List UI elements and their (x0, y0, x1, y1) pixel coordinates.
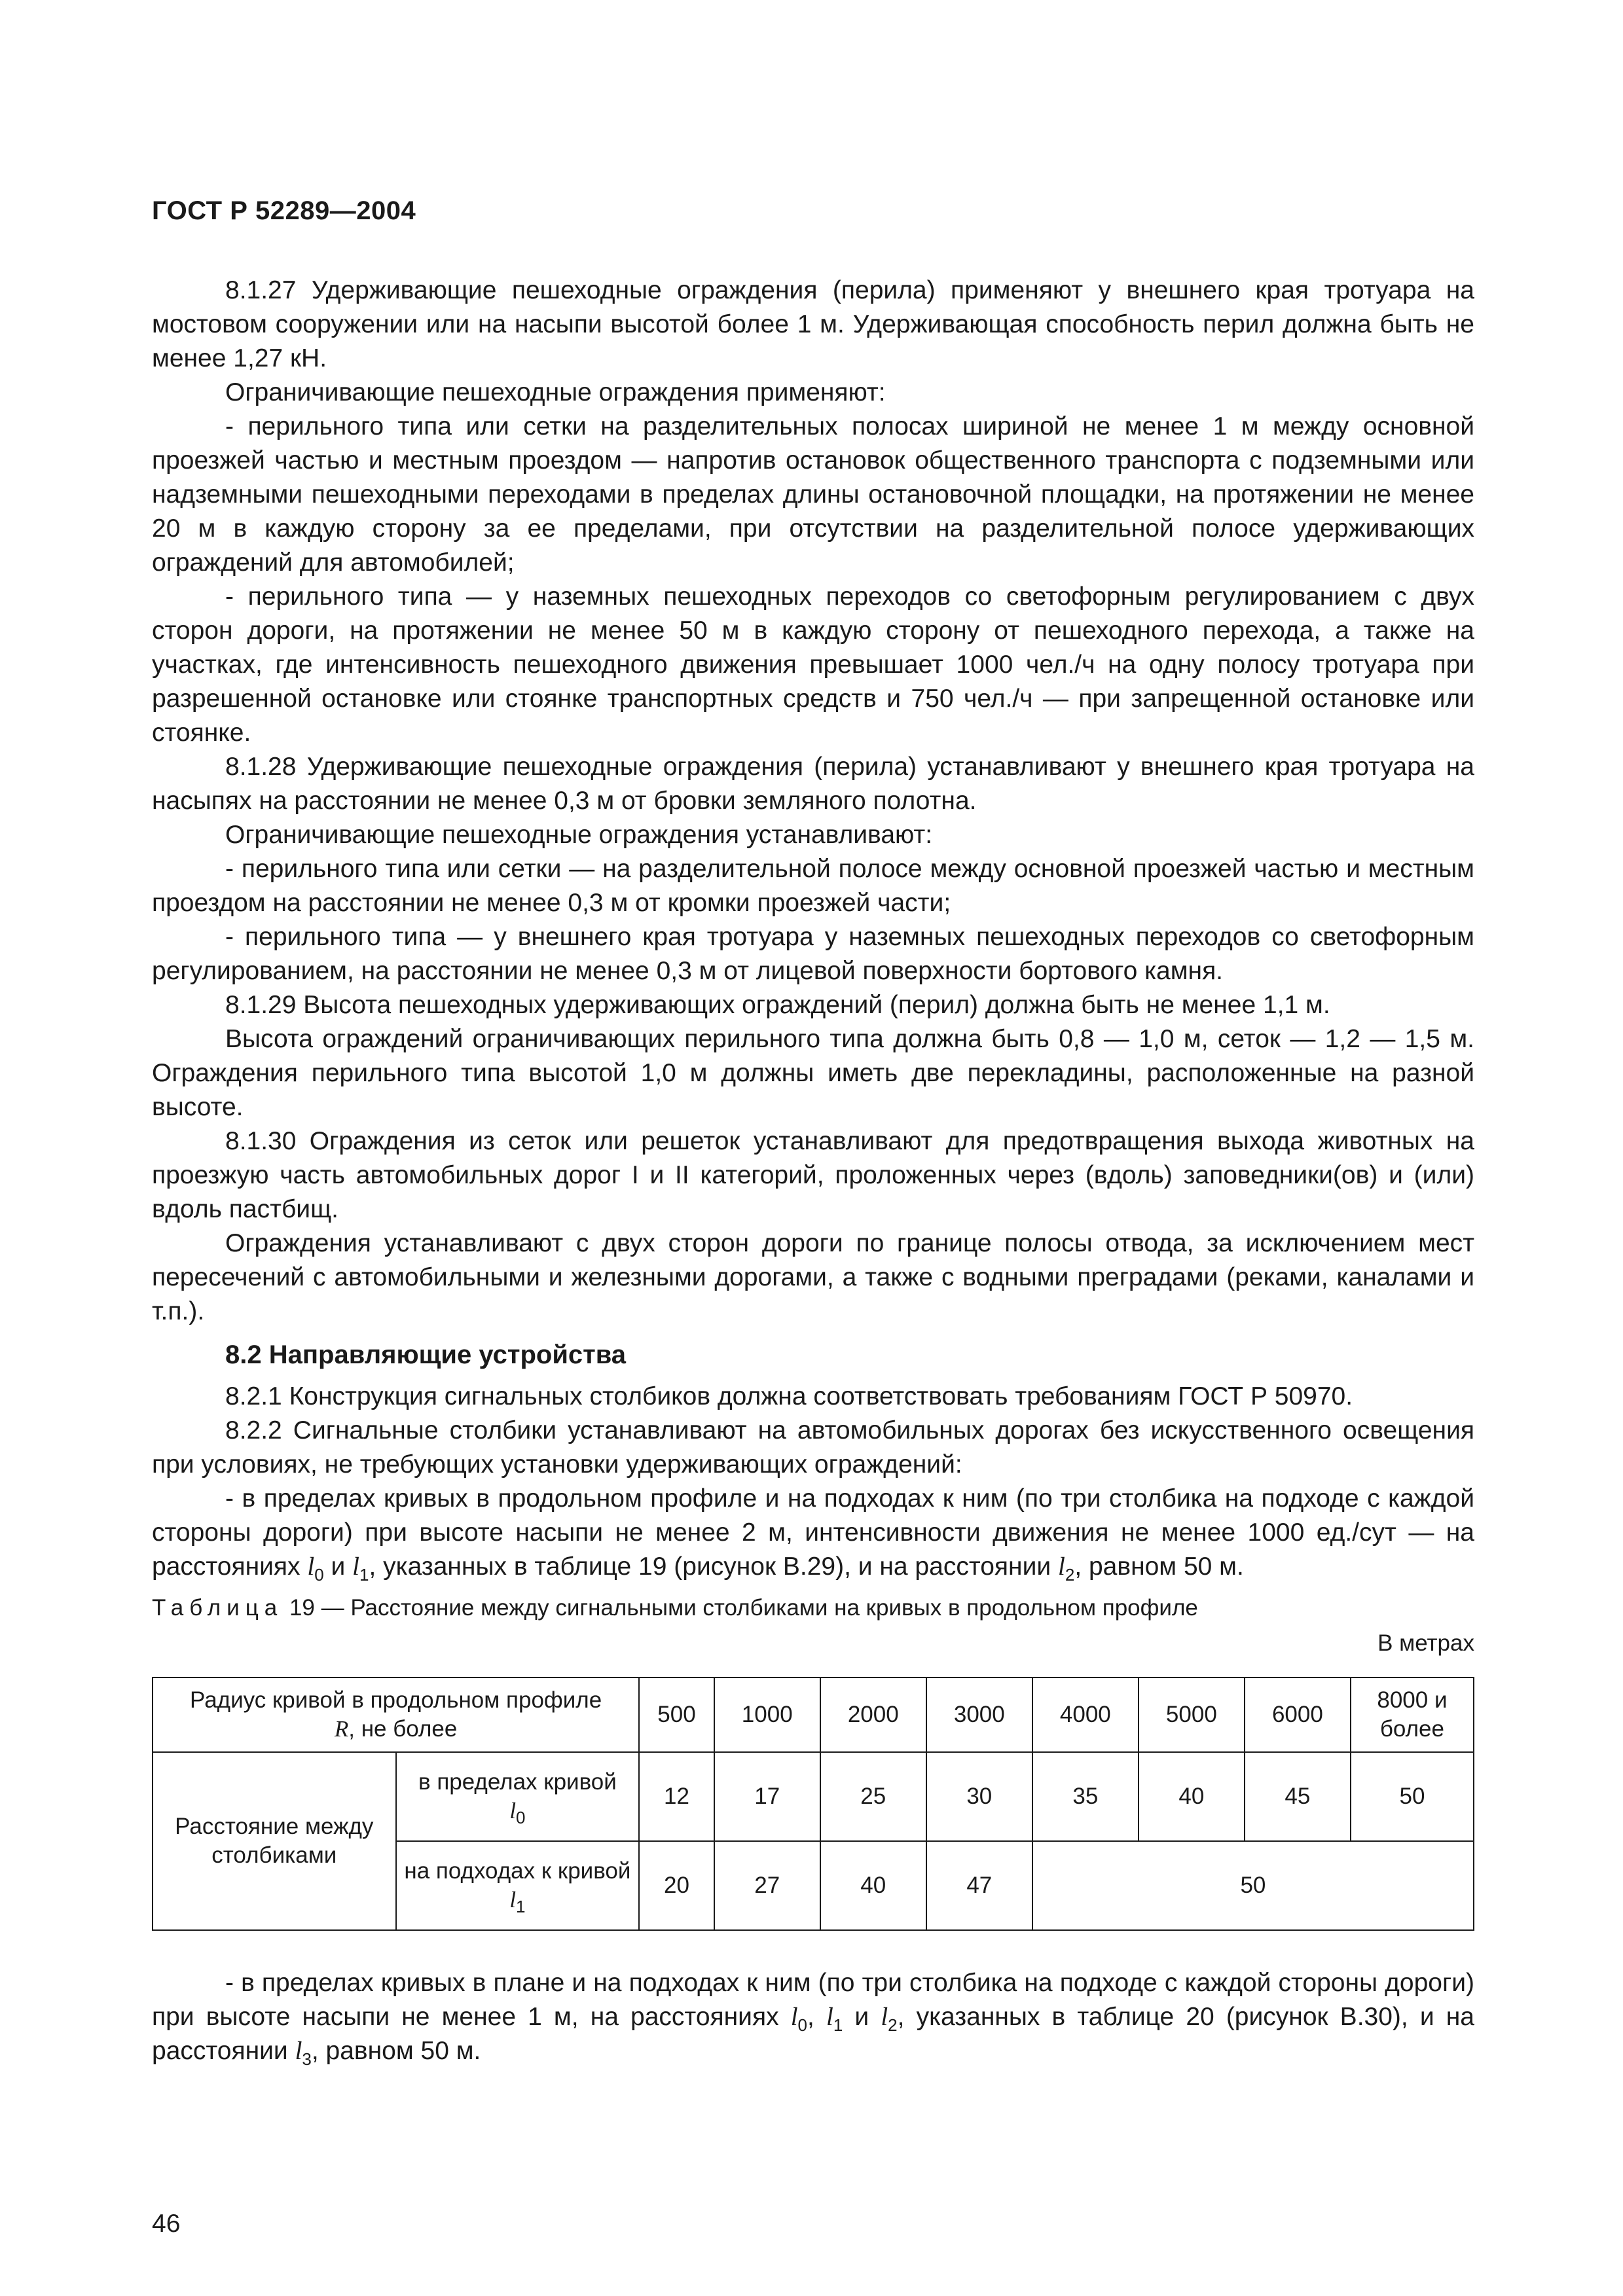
symbol-l: l (881, 2003, 888, 2031)
text-run: , (807, 2003, 826, 2031)
symbol-l: l (352, 1552, 360, 1581)
document-header: ГОСТ Р 52289—2004 (152, 196, 416, 225)
paragraph-8-1-30: 8.1.30 Ограждения из сеток или решеток устанавливают для предотвращения выхода животных на проезжую часть автомобильных дорог I и II категорий, проложенных через (вдоль) заповедники(ов) и (или) вдоль пастбищ. (152, 1127, 1474, 1223)
radius-cell: 5000 (1139, 1677, 1245, 1752)
table-units: В метрах (1377, 1630, 1474, 1656)
list-item (152, 1966, 1474, 2068)
value-cell: 20 (639, 1841, 714, 1930)
value-cell: 30 (926, 1752, 1032, 1841)
table-caption (152, 1593, 1474, 1623)
value-cell: 47 (926, 1841, 1032, 1930)
table-header-row (153, 1677, 1474, 1752)
symbol-l: l (1058, 1552, 1065, 1581)
text-run: - в пределах кривых в продольном профиле и на подходах к ним (по три столбика на подходе с каждой стороны дороги) при высоте насыпи не менее 2 м, интенсивности движения не менее 1000 ед./сут — на расстояниях (152, 1484, 1474, 1581)
list-item: - перильного типа или сетки на разделительных полосах шириной не менее 1 м между основной проезжей частью и местным проездом — напротив остановок общественного транспорта с подземными или надземными пешеходными переходами в пределах длины остановочной площадки, на протяжении не менее 20 м в каждую сторону за ее пределами, при отсутствии на разделительной полосе удерживающих ограждений для автомобилей; (152, 412, 1474, 577)
text-run: , равном 50 м. (1074, 1552, 1244, 1581)
value-cell: 35 (1032, 1752, 1139, 1841)
page-number: 46 (152, 2210, 181, 2238)
symbol-l: l (509, 1798, 517, 1823)
list-item: - перильного типа — у наземных пешеходных переходов со светофорным регулированием с двух сторон дороги, на протяжении не менее 50 м в каждую сторону от пешеходного перехода, а также на участках, где интенсивность пешеходного движения превышает 1000 чел./ч на одну полосу тротуара при разрешенной остановке или стоянке транспортных средств и 750 чел./ч — при запрещенной остановке или стоянке. (152, 583, 1474, 747)
paragraph-8-2-1: 8.2.1 Конструкция сигнальных столбиков должна соответствовать требованиям ГОСТ Р 50970. (225, 1382, 1353, 1410)
radius-cell: 3000 (926, 1677, 1032, 1752)
radius-cell: 8000 и более (1351, 1677, 1474, 1752)
list-item (152, 1482, 1474, 1584)
table-row (153, 1752, 1474, 1841)
radius-cell: 6000 (1245, 1677, 1351, 1752)
subscript: 1 (516, 1897, 526, 1916)
radius-cell: 1000 (714, 1677, 820, 1752)
list-item: - перильного типа или сетки — на разделительной полосе между основной проезжей частью и местным проездом на расстоянии не менее 0,3 м от кромки проезжей части; (152, 855, 1474, 917)
subscript: 0 (516, 1808, 526, 1827)
caption-label: Таблица (152, 1595, 283, 1621)
subscript: 2 (888, 2015, 898, 2035)
symbol-l: l (790, 2003, 798, 2031)
text-run: , равном 50 м. (311, 2037, 481, 2065)
value-cell: 40 (820, 1841, 926, 1930)
section-title: 8.2 Направляющие устройства (225, 1340, 627, 1369)
row-label (396, 1752, 640, 1841)
symbol-l: l (826, 2003, 833, 2031)
value-cell: 45 (1245, 1752, 1351, 1841)
text-run: , указанных в таблице 20 (рисунок В.30), и на расстоянии (152, 2003, 1474, 2065)
symbol-r: R (334, 1716, 349, 1742)
header-label-cell (153, 1677, 639, 1752)
symbol-l: l (295, 2037, 302, 2065)
row-group-label: Расстояние между столбиками (153, 1752, 396, 1930)
paragraph-8-2-2: 8.2.2 Сигнальные столбики устанавливают на автомобильных дорогах без искусственного освещения при условиях, не требующих установки удерживающих ограждений: (152, 1416, 1474, 1479)
paragraph-8-1-27: 8.1.27 Удерживающие пешеходные ограждения (перила) применяют у внешнего края тротуара на мостовом сооружении или на насыпи высотой более 1 м. Удерживающая способность перил должна быть не менее 1,27 кН. (152, 276, 1474, 372)
text-run: , указанных в таблице 19 (рисунок В.29), и на расстоянии (369, 1552, 1058, 1581)
header-label-line1: Радиус кривой в продольном профиле (190, 1687, 602, 1713)
row-label-text: в пределах кривой (418, 1769, 617, 1795)
paragraph: Ограничивающие пешеходные ограждения применяют: (225, 378, 886, 406)
caption-text: 19 — Расстояние между сигнальными столбиками на кривых в продольном профиле (289, 1595, 1198, 1621)
paragraph-8-1-28: 8.1.28 Удерживающие пешеходные ограждения (перила) устанавливают у внешнего края тротуара на насыпях на расстоянии не менее 0,3 м от бровки земляного полотна. (152, 753, 1474, 815)
subscript: 1 (359, 1564, 369, 1585)
subscript: 3 (302, 2049, 312, 2069)
value-cell: 40 (1139, 1752, 1245, 1841)
row-label (396, 1841, 640, 1930)
header-label-line2: , не более (348, 1716, 458, 1742)
row-label-text: на подходах к кривой (404, 1858, 631, 1884)
paragraph-8-1-29: 8.1.29 Высота пешеходных удерживающих ограждений (перил) должна быть не менее 1,1 м. (225, 991, 1330, 1019)
radius-cell: 500 (639, 1677, 714, 1752)
value-cell: 25 (820, 1752, 926, 1841)
value-cell: 50 (1351, 1752, 1474, 1841)
subscript: 2 (1065, 1564, 1075, 1585)
paragraph: Высота ограждений ограничивающих перильного типа должна быть 0,8 — 1,0 м, сеток — 1,2 — 1,5 м. Ограждения перильного типа высотой 1,0 м должны иметь две перекладины, расположенные на разной высоте. (152, 1025, 1474, 1121)
paragraph: Ограничивающие пешеходные ограждения устанавливают: (225, 821, 933, 849)
value-cell: 27 (714, 1841, 820, 1930)
subscript: 0 (797, 2015, 808, 2035)
radius-cell: 2000 (820, 1677, 926, 1752)
paragraph: Ограждения устанавливают с двух сторон дороги по границе полосы отвода, за исключением мест пересечений с автомобильными и железными дорогами, а также с водными преградами (реками, каналами и т.п.). (152, 1229, 1474, 1325)
symbol-l: l (307, 1552, 315, 1581)
radius-cell: 4000 (1032, 1677, 1139, 1752)
value-cell: 12 (639, 1752, 714, 1841)
text-run: и (323, 1552, 353, 1581)
subscript: 0 (314, 1564, 324, 1585)
text-run: - в пределах кривых в плане и на подходах к ним (по три столбика на подходе с каждой стороны дороги) при высоте насыпи не менее 1 м, на расстояниях (152, 1969, 1474, 2031)
value-cell: 17 (714, 1752, 820, 1841)
document-body (152, 274, 1474, 2068)
distance-table (152, 1677, 1474, 1931)
list-item: - перильного типа — у внешнего края тротуара у наземных пешеходных переходов со светофорным регулированием, на расстоянии не менее 0,3 м от лицевой поверхности бортового камня. (152, 923, 1474, 985)
symbol-l: l (509, 1887, 517, 1912)
text-run: и (843, 2003, 881, 2031)
value-cell: 50 (1032, 1841, 1474, 1930)
subscript: 1 (833, 2015, 843, 2035)
